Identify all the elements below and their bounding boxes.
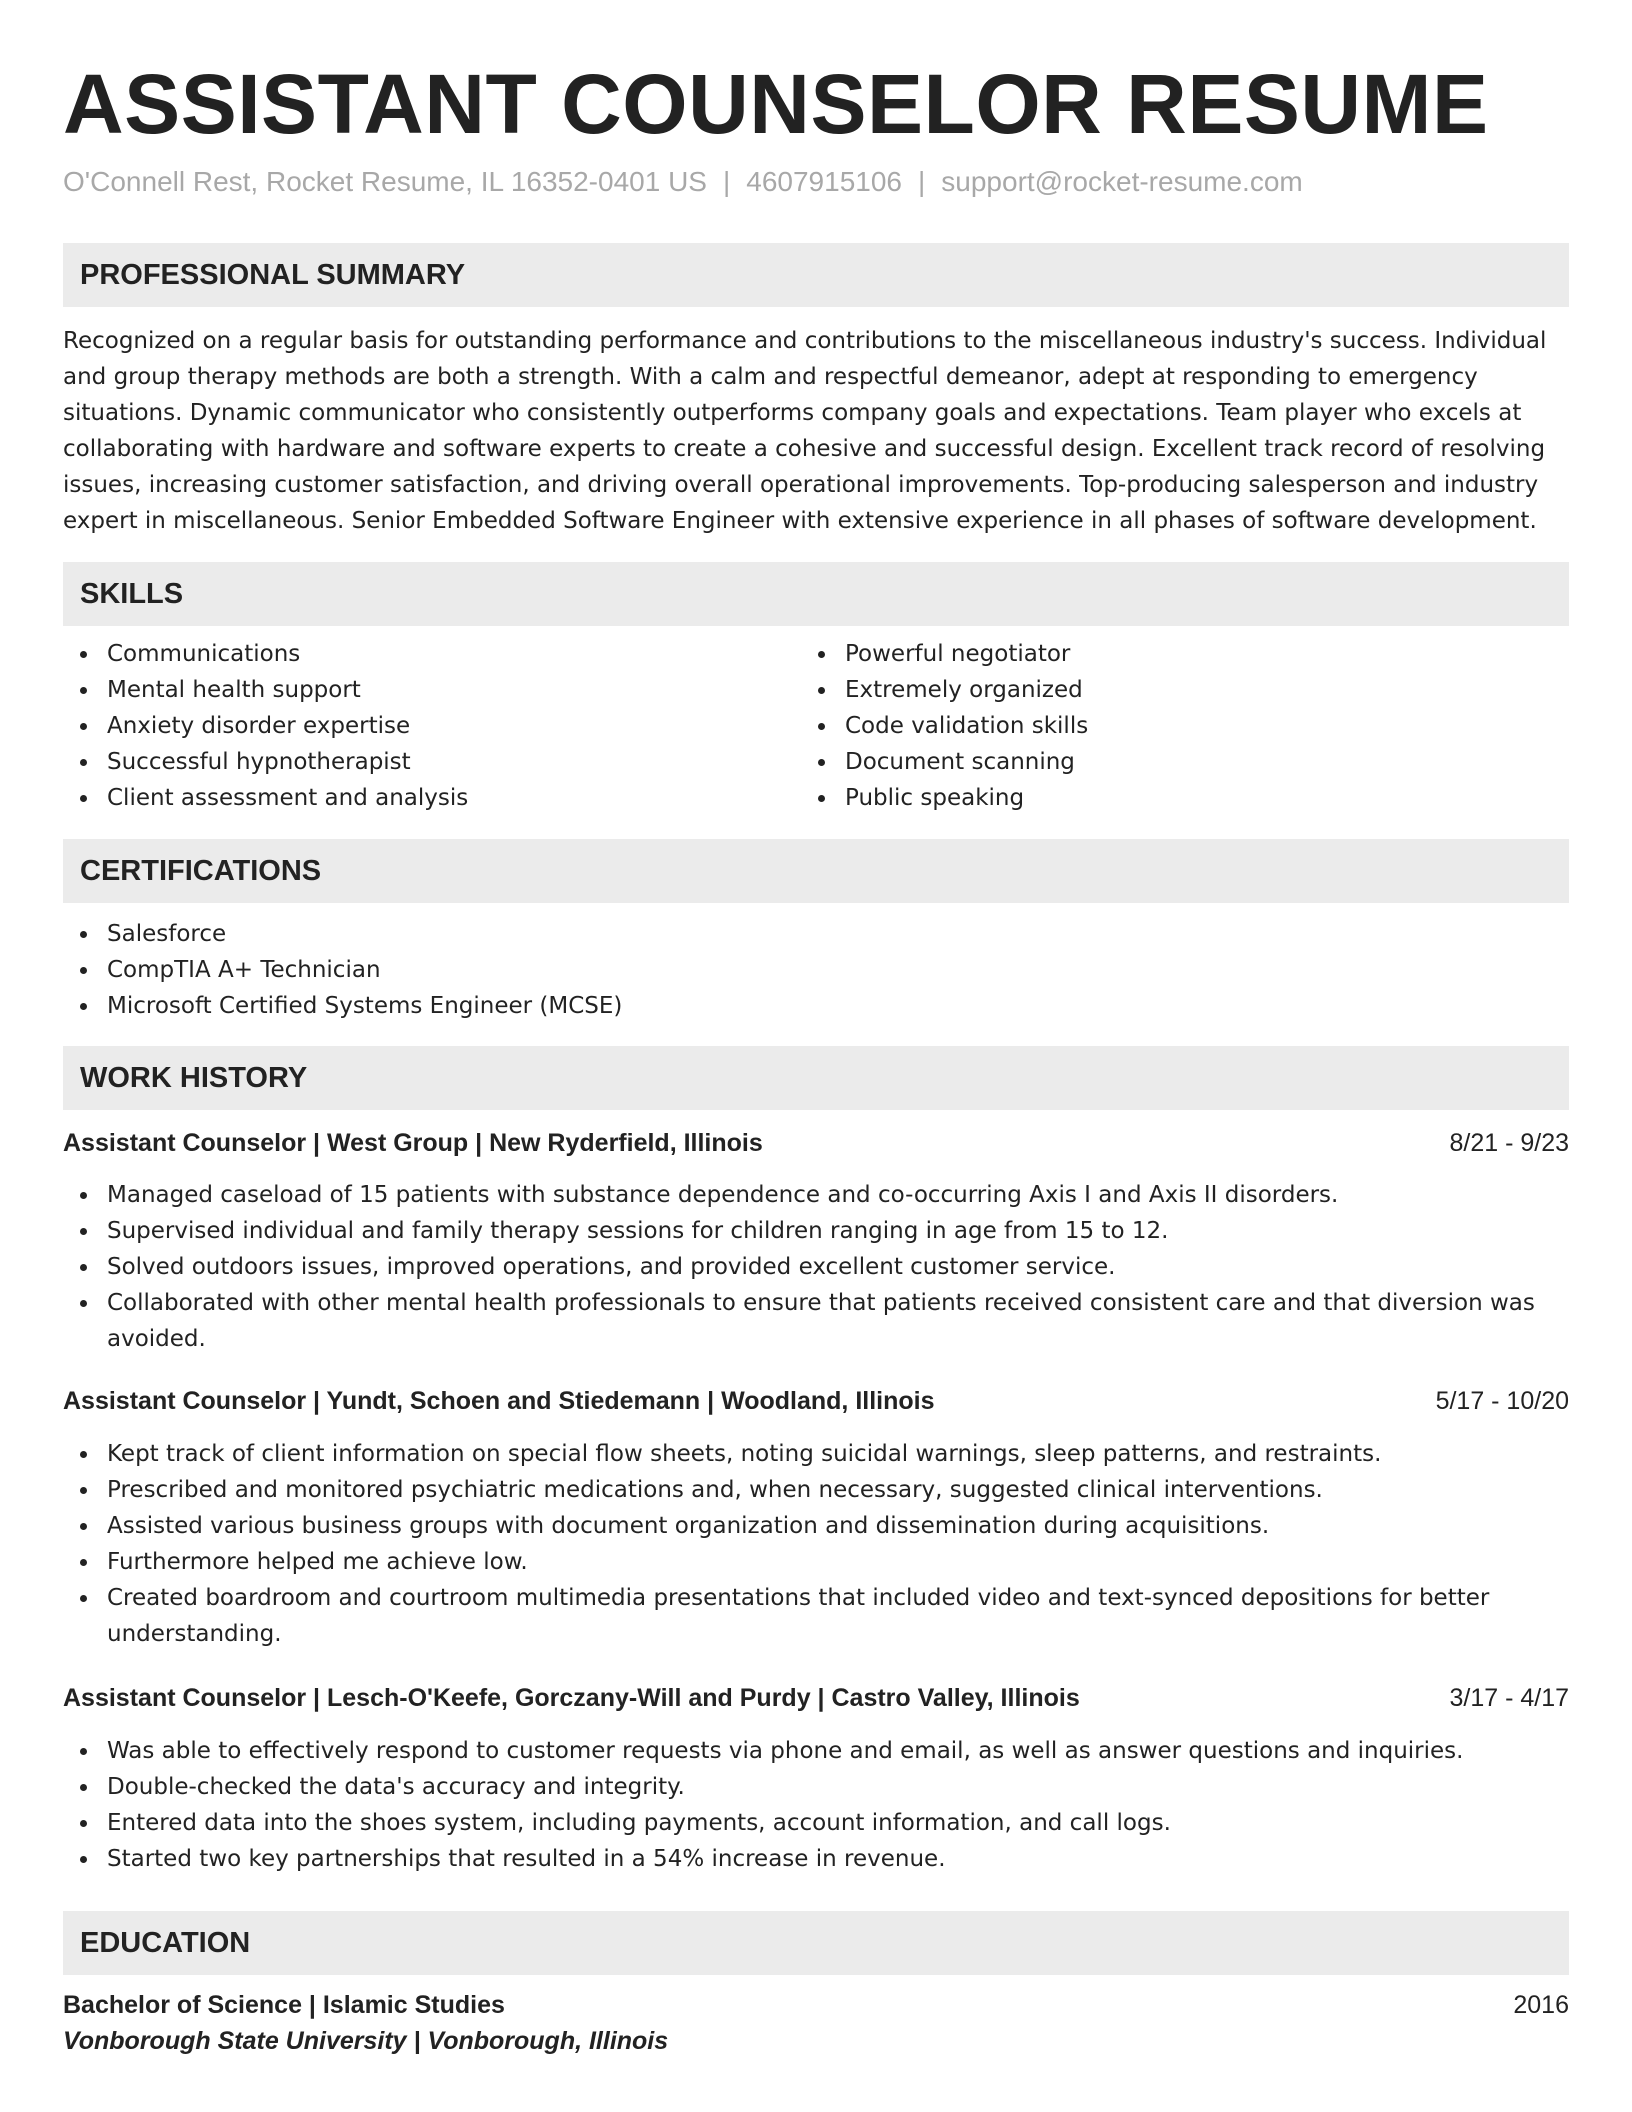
skill-item: Communications xyxy=(63,636,801,672)
education-school: Vonborough State University | Vonborough, Illinois xyxy=(63,2027,669,2055)
skill-item: Anxiety disorder expertise xyxy=(63,708,801,744)
job-bullets xyxy=(63,1436,1569,1652)
job-bullet: Prescribed and monitored psychiatric medications and, when necessary, suggested clinical interventions. xyxy=(63,1472,1569,1508)
job-entry xyxy=(63,1383,1569,1652)
work-history-heading: WORK HISTORY xyxy=(63,1046,1569,1110)
skill-item: Code validation skills xyxy=(801,708,1539,744)
job-entry xyxy=(63,1125,1569,1357)
job-dates: 8/21 - 9/23 xyxy=(1449,1129,1569,1157)
job-bullets xyxy=(63,1733,1569,1877)
job-header xyxy=(63,1383,1569,1419)
certifications-list xyxy=(63,916,1569,1024)
job-title: Assistant Counselor | Yundt, Schoen and Stiedemann | Woodland, Illinois xyxy=(63,1387,935,1415)
skills-heading: SKILLS xyxy=(63,562,1569,626)
summary-heading: PROFESSIONAL SUMMARY xyxy=(63,243,1569,307)
job-bullet: Kept track of client information on special flow sheets, noting suicidal warnings, sleep patterns, and restraints. xyxy=(63,1436,1569,1472)
job-bullet: Started two key partnerships that resulted in a 54% increase in revenue. xyxy=(63,1841,1569,1877)
contact-phone: 4607915106 xyxy=(746,166,902,197)
summary-text: Recognized on a regular basis for outstanding performance and contributions to the miscellaneous industry's success. Individual and group therapy methods are both a strength. With a calm and respectful demeanor, adept at responding to emergency situations. Dynamic communicator who consistently outperforms company goals and expectations. Team player who excels at collaborating with hardware and software experts to create a cohesive and successful design. Excellent track record of resolving issues, increasing customer satisfaction, and driving overall operational improvements. Top-producing salesperson and industry expert in miscellaneous. Senior Embedded Software Engineer with extensive experience in all phases of software development. xyxy=(63,328,1547,534)
education-year: 2016 xyxy=(1513,1991,1569,2019)
skill-item: Powerful negotiator xyxy=(801,636,1539,672)
certifications-heading: CERTIFICATIONS xyxy=(63,839,1569,903)
job-bullet: Entered data into the shoes system, including payments, account information, and call logs. xyxy=(63,1805,1569,1841)
job-bullet: Managed caseload of 15 patients with substance dependence and co-occurring Axis I and Axis II disorders. xyxy=(63,1177,1569,1213)
education-header xyxy=(63,1987,1569,2023)
skill-item: Client assessment and analysis xyxy=(63,780,801,816)
job-dates: 3/17 - 4/17 xyxy=(1449,1684,1569,1712)
job-dates: 5/17 - 10/20 xyxy=(1435,1387,1569,1415)
certification-item: Salesforce xyxy=(63,916,1569,952)
job-bullet: Supervised individual and family therapy sessions for children ranging in age from 15 to 12. xyxy=(63,1213,1569,1249)
contact-email: support@rocket-resume.com xyxy=(941,166,1303,197)
certification-item: Microsoft Certified Systems Engineer (MCSE) xyxy=(63,988,1569,1024)
skill-item: Mental health support xyxy=(63,672,801,708)
job-bullet: Furthermore helped me achieve low. xyxy=(63,1544,1569,1580)
job-header xyxy=(63,1125,1569,1161)
certification-item: CompTIA A+ Technician xyxy=(63,952,1569,988)
skills-right-list xyxy=(801,636,1539,816)
skill-item: Extremely organized xyxy=(801,672,1539,708)
job-bullet: Collaborated with other mental health professionals to ensure that patients received consistent care and that diversion was avoided. xyxy=(63,1285,1569,1357)
job-bullets xyxy=(63,1177,1569,1357)
job-bullet: Assisted various business groups with document organization and dissemination during acquisitions. xyxy=(63,1508,1569,1544)
job-title: Assistant Counselor | Lesch-O'Keefe, Gorczany-Will and Purdy | Castro Valley, Illinois xyxy=(63,1684,1080,1712)
job-header xyxy=(63,1680,1569,1716)
skill-item: Document scanning xyxy=(801,744,1539,780)
job-entry xyxy=(63,1680,1569,1877)
skills-grid xyxy=(63,636,1569,816)
education-degree: Bachelor of Science | Islamic Studies xyxy=(63,1991,505,2019)
job-bullet: Double-checked the data's accuracy and integrity. xyxy=(63,1769,1569,1805)
contact-separator: | xyxy=(722,166,731,197)
education-heading: EDUCATION xyxy=(63,1911,1569,1975)
skill-item: Successful hypnotherapist xyxy=(63,744,801,780)
job-bullet: Was able to effectively respond to customer requests via phone and email, as well as answer questions and inquiries. xyxy=(63,1733,1569,1769)
job-bullet: Created boardroom and courtroom multimedia presentations that included video and text-synced depositions for better understanding. xyxy=(63,1580,1569,1652)
skill-item: Public speaking xyxy=(801,780,1539,816)
contact-address: O'Connell Rest, Rocket Resume, IL 16352-0401 US xyxy=(63,166,707,197)
skills-left-list xyxy=(63,636,801,816)
contact-line xyxy=(63,164,1569,200)
resume-title: ASSISTANT COUNSELOR RESUME xyxy=(63,57,1489,151)
job-title: Assistant Counselor | West Group | New Ryderfield, Illinois xyxy=(63,1129,763,1157)
job-bullet: Solved outdoors issues, improved operations, and provided excellent customer service. xyxy=(63,1249,1569,1285)
contact-separator: | xyxy=(918,166,926,197)
